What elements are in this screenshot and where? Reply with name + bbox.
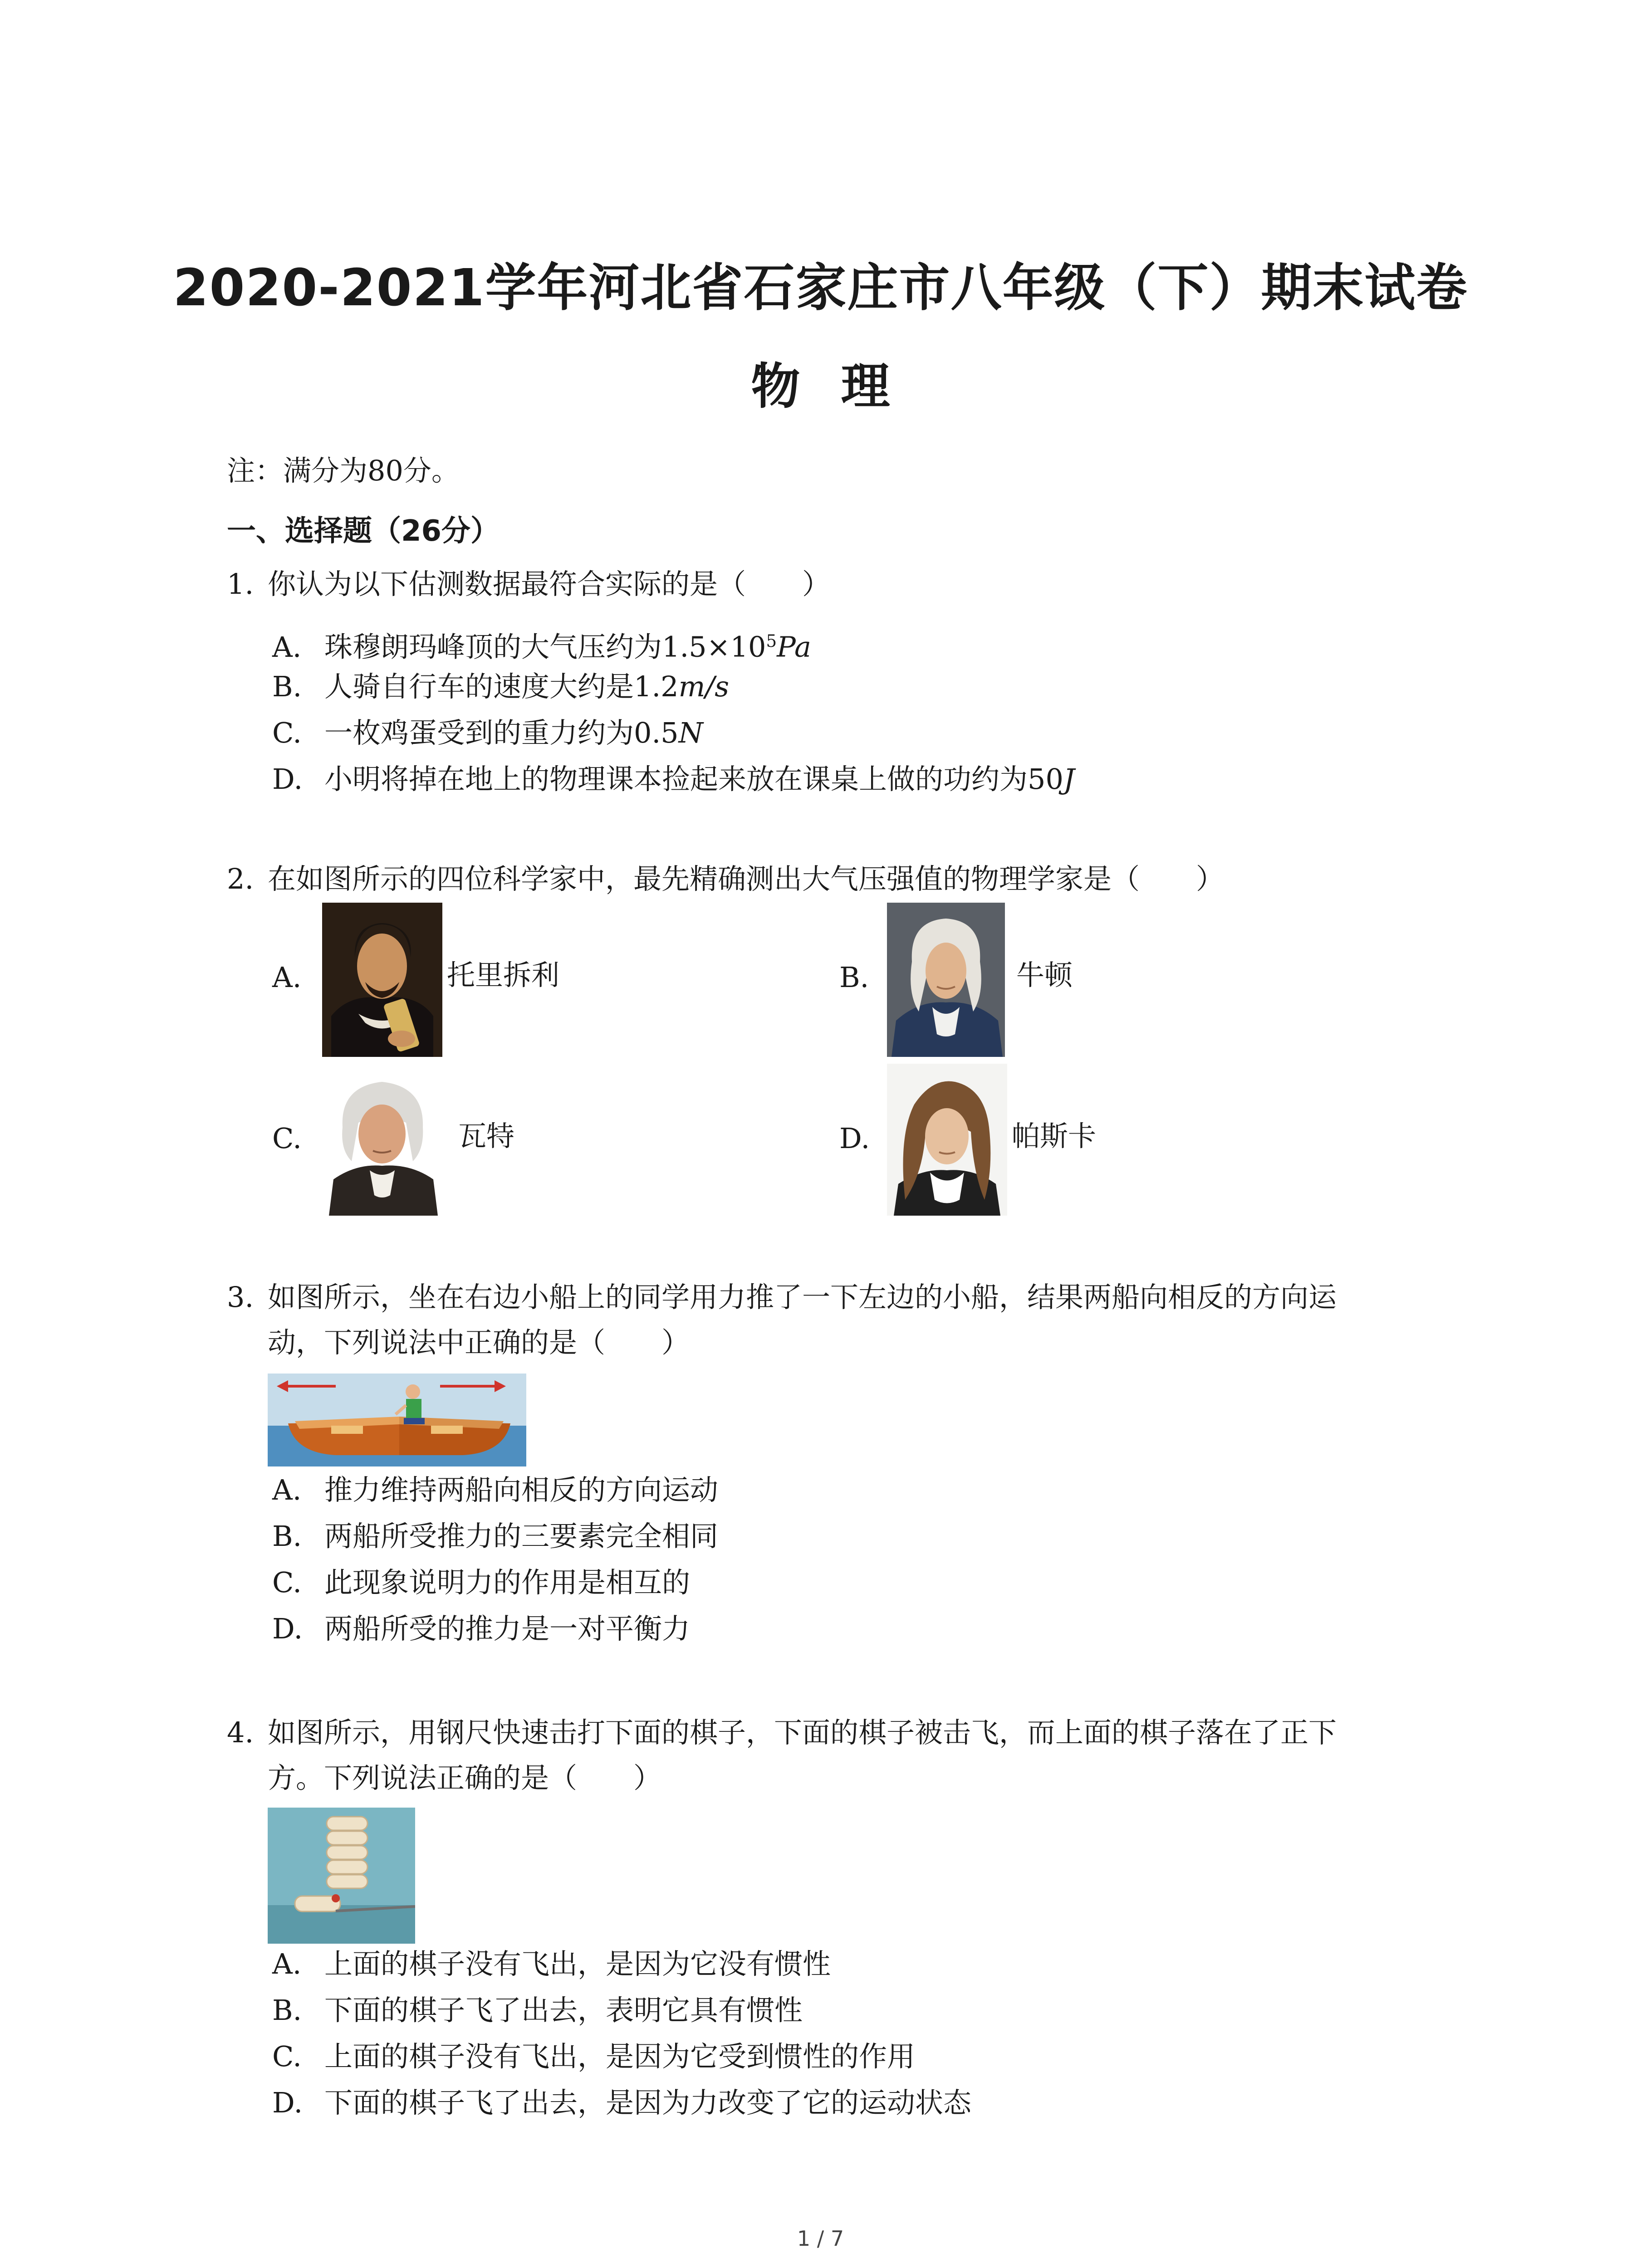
page-number: 1 / 7 [797, 2226, 844, 2251]
question-text: 如图所示，坐在右边小船上的同学用力推了一下左边的小船，结果两船向相反的方向运 [268, 1281, 1337, 1314]
score-note: 注：满分为80分。 [227, 454, 460, 487]
question-text: 在如图所示的四位科学家中，最先精确测出大气压强值的物理学家是（ ） [268, 862, 1225, 895]
option-text: 两船所受的推力是一对平衡力 [324, 1612, 691, 1645]
option-text: 此现象说明力的作用是相互的 [324, 1566, 691, 1599]
question-1-option-a [272, 623, 811, 665]
exam-title: 2020-2021学年河北省石家庄市八年级（下）期末试卷 [173, 259, 1468, 318]
question-number: 1. [227, 567, 254, 601]
option-text: 下面的棋子飞了出去，表明它具有惯性 [324, 1994, 803, 2027]
question-text: 如图所示，用钢尺快速击打下面的棋子，下面的棋子被击飞，而上面的棋子落在了正下 [268, 1716, 1337, 1749]
question-3-stem [227, 1279, 1337, 1315]
option-superscript: 5 [766, 631, 777, 651]
option-unit: J [1063, 763, 1075, 796]
option-text: 推力维持两船向相反的方向运动 [324, 1473, 719, 1506]
question-4-stem-continued: 方。下列说法正确的是（ ） [268, 1761, 662, 1794]
newton-portrait [887, 903, 1005, 1057]
option-label: A. [272, 1947, 302, 1980]
pascal-portrait [887, 1064, 1007, 1216]
question-1-option-c [272, 715, 703, 751]
scientist-name: 托里拆利 [447, 958, 560, 992]
question-3-option-c [272, 1564, 690, 1601]
option-label: D. [272, 1612, 303, 1645]
question-text: 你认为以下估测数据最符合实际的是（ ） [268, 567, 831, 601]
option-label: D. [272, 763, 303, 796]
option-unit: Pa [777, 630, 812, 664]
question-1-option-b [272, 669, 729, 705]
question-3-stem-continued: 动，下列说法中正确的是（ ） [268, 1326, 690, 1359]
option-text: 上面的棋子没有飞出，是因为它没有惯性 [324, 1947, 831, 1980]
option-text: 上面的棋子没有飞出，是因为它受到惯性的作用 [324, 2040, 916, 2073]
watt-portrait [322, 1064, 442, 1216]
option-label: D. [839, 1122, 870, 1155]
torricelli-portrait [322, 903, 442, 1057]
option-text: 下面的棋子飞了出去，是因为力改变了它的运动状态 [324, 2086, 972, 2119]
option-unit: N [678, 716, 703, 749]
question-4-stem [227, 1715, 1337, 1751]
scientist-name: 帕斯卡 [1012, 1119, 1097, 1153]
question-number: 3. [227, 1281, 254, 1314]
subject-title: 物理 [751, 358, 931, 415]
option-label: D. [272, 2086, 303, 2119]
option-label: A. [272, 961, 302, 994]
question-4-option-a [272, 1946, 831, 1982]
question-3-option-d [272, 1611, 690, 1647]
question-3-option-b [272, 1518, 718, 1554]
boats-figure [268, 1374, 526, 1466]
option-text: 人骑自行车的速度大约是1.2 [324, 670, 679, 703]
option-label: C. [272, 2040, 302, 2073]
option-text: 小明将掉在地上的物理课本捡起来放在课桌上做的功约为50 [324, 763, 1063, 796]
question-4-option-c [272, 2038, 915, 2075]
question-number: 2. [227, 862, 254, 895]
option-label: B. [272, 670, 302, 703]
section-heading: 一、选择题（26分） [227, 514, 500, 548]
question-3-option-a [272, 1472, 718, 1508]
option-label: A. [272, 1473, 302, 1506]
scientist-name: 牛顿 [1016, 958, 1073, 992]
option-text: 两船所受推力的三要素完全相同 [324, 1520, 719, 1553]
question-4-option-d [272, 2085, 971, 2121]
option-label: B. [272, 1994, 302, 2027]
option-label: C. [272, 716, 302, 749]
option-text: 一枚鸡蛋受到的重力约为0.5 [324, 716, 679, 749]
option-label: C. [272, 1566, 302, 1599]
option-text: 珠穆朗玛峰顶的大气压约为1.5×10 [324, 630, 766, 664]
option-unit: m/s [678, 670, 730, 703]
option-label: B. [272, 1520, 302, 1553]
chess-pieces-figure [268, 1808, 415, 1944]
scientist-name: 瓦特 [458, 1119, 515, 1153]
option-label: C. [272, 1122, 302, 1155]
question-1-option-d [272, 761, 1075, 797]
option-label: A. [272, 630, 302, 664]
option-label: B. [839, 961, 869, 994]
question-2-stem [227, 861, 1224, 897]
question-4-option-b [272, 1992, 803, 2028]
question-number: 4. [227, 1716, 254, 1749]
question-1-stem [227, 566, 830, 602]
